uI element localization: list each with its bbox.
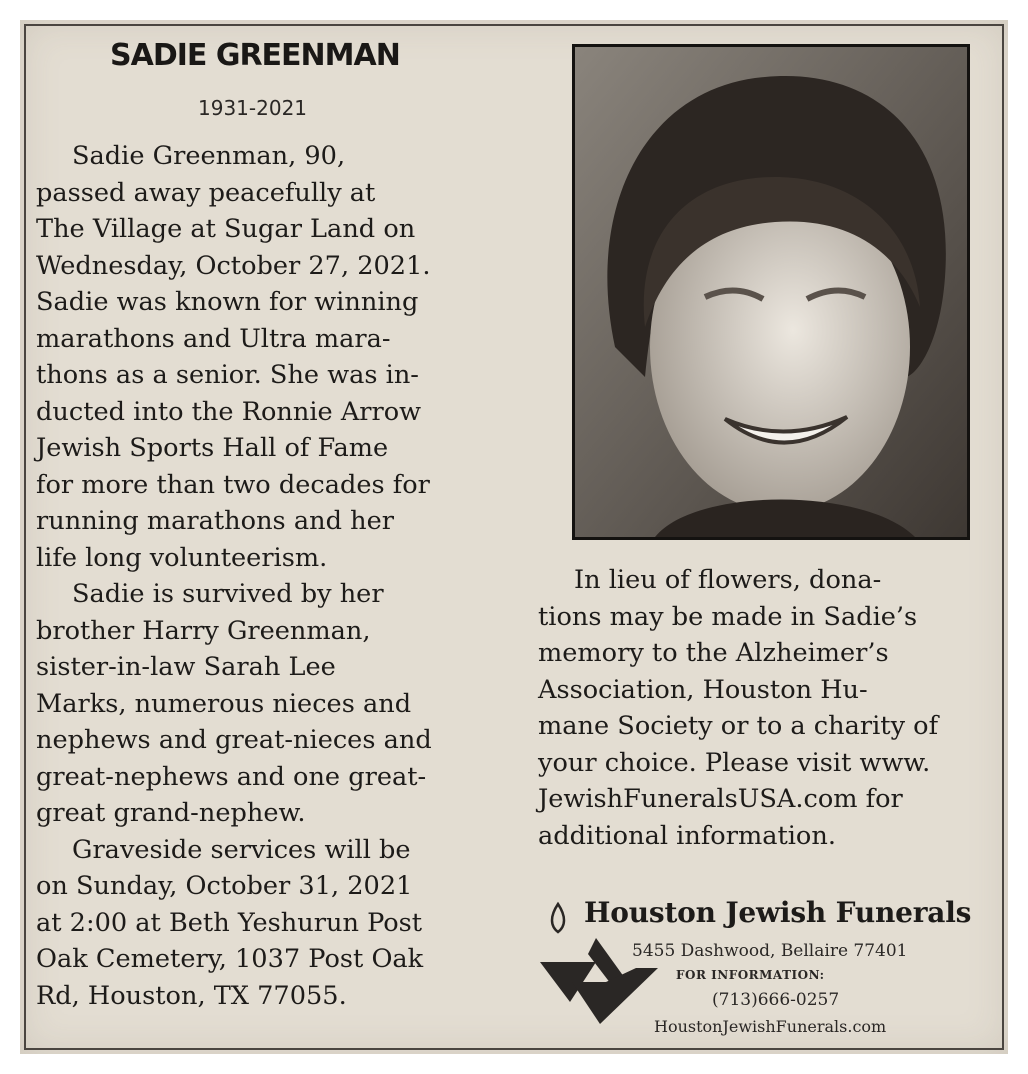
body-line: great grand-nephew. (36, 798, 306, 828)
obituary-years: 1931-2021 (198, 96, 308, 120)
obituary-clipping (20, 20, 1008, 1054)
portrait-photo-icon (575, 47, 967, 537)
body-line: thons as a senior. She was in- (36, 360, 419, 390)
funeral-home-website: HoustonJewishFunerals.com (654, 1017, 887, 1036)
info-label: FOR INFORMATION: (676, 968, 825, 982)
body-line: Graveside services will be (72, 834, 411, 865)
body-line: Oak Cemetery, 1037 Post Oak (36, 944, 424, 974)
body-line: mane Society or to a charity of (538, 711, 939, 741)
body-line: ducted into the Ronnie Arrow (36, 396, 422, 427)
body-line: on Sunday, October 31, 2021 (36, 871, 413, 901)
body-line: In lieu of flowers, dona- (574, 565, 882, 595)
obituary-body-right (538, 562, 1004, 854)
body-line: great-nephews and one great- (36, 761, 427, 792)
body-line: Jewish Sports Hall of Fame (36, 433, 389, 463)
body-line: Association, Houston Hu- (538, 674, 868, 705)
body-line: Sadie was known for winning (36, 287, 419, 317)
body-line: additional information. (538, 820, 836, 851)
body-line: life long volunteerism. (36, 542, 328, 573)
funeral-home-phone: (713)666-0257 (712, 990, 840, 1010)
funeral-home-ad (534, 896, 1004, 1046)
body-line: Sadie is survived by her (72, 579, 384, 609)
body-line: memory to the Alzheimer’s (538, 638, 889, 668)
body-line: marathons and Ultra mara- (36, 323, 391, 354)
portrait-photo (572, 44, 970, 540)
body-line: tions may be made in Sadie’s (538, 601, 918, 632)
body-line: brother Harry Greenman, (36, 615, 371, 646)
body-line: sister-in-law Sarah Lee (36, 652, 336, 682)
body-line: Sadie Greenman, 90, (72, 141, 346, 171)
body-line: The Village at Sugar Land on (36, 214, 416, 244)
body-line: for more than two decades for (36, 469, 430, 500)
body-line: nephews and great-nieces and (36, 725, 432, 755)
funeral-home-address: 5455 Dashwood, Bellaire 77401 (632, 941, 908, 961)
body-line: Wednesday, October 27, 2021. (36, 250, 431, 281)
body-line: JewishFuneralsUSA.com for (538, 784, 903, 814)
body-line: Marks, numerous nieces and (36, 688, 412, 719)
body-line: running marathons and her (36, 506, 394, 536)
body-line: at 2:00 at Beth Yeshurun Post (36, 907, 423, 938)
funeral-home-name: Houston Jewish Funerals (584, 896, 972, 929)
obituary-name: SADIE GREENMAN (110, 38, 400, 73)
body-line: Rd, Houston, TX 77055. (36, 980, 347, 1011)
obituary-body-left (36, 138, 506, 1014)
body-line: passed away peacefully at (36, 177, 376, 208)
body-line: your choice. Please visit www. (538, 747, 931, 778)
